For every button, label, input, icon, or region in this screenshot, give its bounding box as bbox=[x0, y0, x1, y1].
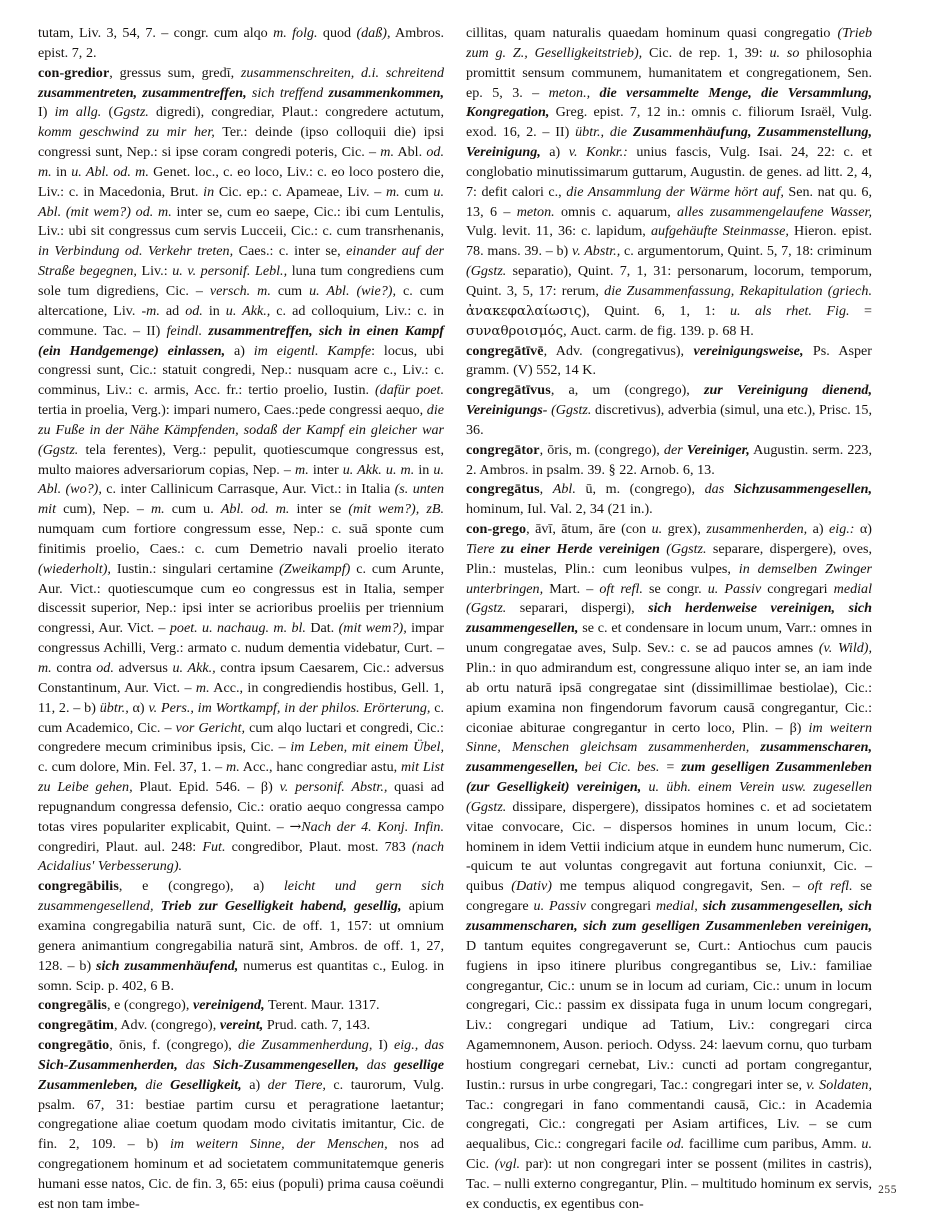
latin-citation-text: facillime cum paribus, Amm. bbox=[684, 1136, 862, 1153]
italic-gloss: oft refl. bbox=[807, 878, 853, 895]
latin-citation-text: Plaut. Epid. 546. – β) bbox=[132, 779, 280, 796]
italic-gloss: (s. unten mit bbox=[38, 481, 445, 518]
greek-text: ἀνακεφαλαίωσις bbox=[466, 303, 582, 319]
latin-citation-text: Ter.: deinde (ipso colloquii die) ipsi congressi sunt, Nep.: si ipse coram congredi poteris, Cic. – bbox=[38, 124, 444, 161]
latin-citation-text: Tac.: congregari in fano commentandi causā, Cic.: in Academia congregati, Cic.: congregati per Asiam artifices, Liv. – se cum aequalibus, Cic.: congregari facile bbox=[466, 1096, 872, 1153]
italic-gloss: m. bbox=[38, 660, 52, 676]
italic-gloss: die Ansammlung der Wärme hört auf, bbox=[566, 183, 784, 200]
arrow-icon: → bbox=[289, 818, 302, 835]
latin-citation-text: α) bbox=[128, 699, 149, 716]
latin-citation-text: discretivus), adverbia (simul, una etc.), Prisc. 15, 36. bbox=[466, 402, 873, 438]
italic-gloss: übtr., die bbox=[575, 124, 628, 141]
german-gloss-emphasis: vereint, bbox=[219, 1017, 264, 1034]
entry-headword: congregātio bbox=[38, 1037, 110, 1054]
latin-citation-text: ( bbox=[101, 104, 114, 121]
italic-gloss: in demselben Zwinger unterbringen, bbox=[466, 560, 872, 597]
italic-gloss: Tiere bbox=[466, 540, 501, 557]
latin-citation-text: Terent. Maur. 1317. bbox=[264, 997, 380, 1014]
latin-citation-text: a) bbox=[540, 144, 569, 161]
italic-gloss: (vgl. bbox=[494, 1156, 521, 1173]
latin-citation-text: I) bbox=[372, 1037, 394, 1054]
latin-citation-text: , ōnis, f. (congrego), bbox=[109, 1037, 238, 1054]
latin-citation-text: Abl. bbox=[393, 144, 427, 161]
italic-gloss: versch. m. bbox=[209, 282, 271, 299]
italic-gloss: im eigentl. Kampfe bbox=[253, 342, 372, 359]
italic-gloss: m. bbox=[146, 302, 160, 319]
entry-headword: con-gredior bbox=[38, 64, 110, 81]
italic-gloss: die bbox=[137, 1076, 171, 1093]
german-gloss-emphasis: Sich-Zusammengesellen, bbox=[212, 1056, 359, 1073]
right-column bbox=[466, 24, 873, 1212]
latin-citation-text: : locus, ubi congressi sunt, Cic.: statuit congredi, Nep.: nusquam acre c., Liv.: c. comminus, Liv.: c. armis, Acc. fr.: tertio proelio, Iustin. bbox=[38, 342, 444, 399]
german-gloss-emphasis: Vereiniger, bbox=[686, 441, 750, 458]
italic-gloss: u. bbox=[861, 1136, 872, 1153]
latin-citation-text: I) bbox=[38, 104, 55, 121]
latin-citation-text: separare, dispergere), oves, Plin.: mustelas, Plin.: cum leonibus vulpes, bbox=[466, 540, 872, 577]
italic-gloss: u. Abl. (wie?), bbox=[309, 282, 396, 299]
italic-gloss: im allg. bbox=[54, 104, 102, 121]
italic-gloss: im weitern Sinne, Menschen gleichsam zusammenherden, bbox=[466, 719, 872, 756]
italic-gloss: meton., bbox=[548, 84, 591, 101]
latin-citation-text: c. cum Academico, Cic. – bbox=[38, 699, 445, 736]
italic-gloss: (Zweikampf) bbox=[279, 560, 351, 577]
latin-citation-text: inter se, cum eo saepe, Cic.: ibi cum Lentulis, Liv.: ubi sit congressus cum servis Lucceii, Cic.: c. cum transrhenanis, bbox=[38, 203, 444, 240]
italic-gloss: in bbox=[203, 183, 215, 200]
latin-citation-text: impar congressus Achilli, Verg.: armato c. nudum dementia videbatur, Curt. – bbox=[38, 620, 444, 657]
dictionary-entry bbox=[466, 441, 872, 481]
dictionary-entry bbox=[38, 877, 444, 996]
italic-gloss: einander auf der Straße begegnen, bbox=[38, 243, 444, 280]
dictionary-entry bbox=[38, 1016, 444, 1036]
italic-gloss: die Zusammenfassung, Rekapitulation (griech. bbox=[604, 282, 872, 299]
latin-citation-text: Cic. ep.: c. Apameae, Liv. – bbox=[214, 183, 386, 200]
latin-citation-text: digredi), congrediar, Plaut.: congredere actutum, bbox=[148, 104, 445, 121]
latin-citation-text: philosophia promittit sensum communem, humanitatem et congregationem, Sen. ep. 5, 3. – bbox=[466, 44, 872, 101]
italic-gloss: (v. Wild), bbox=[818, 640, 873, 657]
latin-citation-text: tutam, Liv. 3, 54, 7. – congr. cum alqo bbox=[38, 25, 274, 41]
latin-citation-text: = bbox=[849, 302, 872, 319]
german-gloss-emphasis: gesellige Zusammenleben, bbox=[38, 1056, 445, 1093]
italic-gloss: vor Gericht, bbox=[175, 719, 246, 736]
latin-citation-text: , ōris, m. (congrego), bbox=[539, 441, 664, 458]
latin-citation-text: se c. et condensare in locum unum, Varr.: omnes in unum congregatae aves, Sulp. Sev.: c. se ad paucos amnes bbox=[466, 620, 872, 657]
german-gloss-emphasis: sich zusammengesellen, sich zusammenscharen, sich zum geselligen Zusammenleben vereinigen, bbox=[466, 898, 872, 934]
italic-gloss: (daß) bbox=[356, 25, 387, 41]
latin-citation-text: cum bbox=[270, 282, 310, 299]
entry-headword: con-grego bbox=[466, 521, 527, 538]
latin-citation-text: separatio), Quint. 7, 1, 31: personarum, locorum, temporum, Quint. 3, 5, 17: rerum, bbox=[466, 263, 872, 299]
latin-citation-text: me tempus aliquod congregavit, Sen. – bbox=[551, 878, 808, 895]
italic-gloss: Ggstz. bbox=[113, 104, 149, 121]
latin-citation-text: Iustin.: singulari certamine bbox=[110, 560, 280, 577]
italic-gloss: der Tiere, bbox=[267, 1076, 326, 1093]
entry-headword: congregālis bbox=[38, 997, 107, 1014]
latin-citation-text: separari, dispergi), bbox=[506, 600, 649, 617]
italic-gloss: das bbox=[177, 1056, 213, 1073]
latin-citation-text: , e (congrego), a) bbox=[118, 878, 284, 895]
latin-citation-text: c. inter Callinicum Carrasque, Aur. Vict.: in Italia bbox=[101, 481, 395, 498]
latin-citation-text: a) bbox=[225, 342, 254, 359]
italic-gloss: v. personif. Abstr., bbox=[279, 779, 388, 796]
latin-citation-text: se congr. bbox=[642, 580, 708, 597]
italic-gloss: (mit wem?), bbox=[338, 620, 407, 637]
german-gloss-emphasis: zusammentreffen, sich in einen Kampf (ein Handgemenge) einlassen, bbox=[38, 322, 444, 359]
italic-gloss: bei Cic. bes. = bbox=[578, 759, 682, 776]
german-gloss-emphasis: sich herdenweise vereinigen, sich zusammengesellen, bbox=[466, 600, 872, 637]
latin-citation-text: unius fascis, Vulg. Isai. 24, 22: c. et conglobatio minutissimarum guttarum, Augustin. de genes. ad litt. 2, 4, 7: defit calori c., bbox=[466, 144, 873, 200]
latin-citation-text: Cic. bbox=[466, 1156, 495, 1173]
latin-citation-text: Hieron. epist. 78. mans. 39. – b) bbox=[466, 223, 872, 260]
latin-citation-text: quod bbox=[317, 25, 357, 41]
entry-headword: congregātor bbox=[466, 441, 540, 458]
italic-gloss: übtr., bbox=[99, 699, 129, 716]
italic-gloss: zusammenherden, bbox=[706, 521, 808, 538]
latin-citation-text: , Adv. (congrego), bbox=[114, 1017, 220, 1034]
latin-citation-text: inter se bbox=[289, 501, 349, 518]
italic-gloss: u. als rhet. Fig. bbox=[729, 302, 850, 319]
german-gloss-emphasis: die versammelte Menge, die Versammlung, Kongregation, bbox=[466, 84, 873, 121]
entry-headword: congregābilis bbox=[38, 878, 119, 895]
italic-gloss: der bbox=[663, 441, 687, 458]
italic-gloss: od. bbox=[666, 1136, 685, 1153]
latin-citation-text: cum), Nep. – bbox=[56, 501, 151, 518]
italic-gloss: das bbox=[704, 481, 734, 498]
italic-gloss: u. übh. einem Verein usw. zugesellen (Ggstz. bbox=[466, 779, 872, 815]
latin-citation-text: c. cum altercatione, Liv. - bbox=[38, 282, 444, 319]
italic-gloss: Fut. bbox=[202, 838, 226, 855]
italic-gloss: alles zusammengelaufene Wasser, bbox=[677, 203, 872, 220]
greek-text: συναθροισμός bbox=[466, 323, 564, 339]
italic-gloss: das bbox=[358, 1056, 394, 1073]
italic-gloss: u. Abl. (mit wem?) od. m. bbox=[38, 183, 444, 220]
italic-gloss: meton. bbox=[516, 203, 555, 220]
left-column bbox=[38, 24, 445, 1212]
latin-citation-text: grex), bbox=[662, 521, 707, 538]
german-gloss-emphasis: zur Vereinigung dienend, Vereinigungs- bbox=[466, 382, 872, 419]
entry-continuation bbox=[38, 24, 444, 64]
german-gloss-emphasis: vereinigend, bbox=[192, 997, 265, 1014]
latin-citation-text: c. argumentorum, Quint. 5, 7, 18: criminum bbox=[620, 243, 872, 260]
entry-continuation bbox=[466, 24, 872, 342]
italic-gloss: komm geschwind zu mir her, bbox=[38, 124, 215, 141]
italic-gloss: (Trieb zum g. Z., Geselligkeitstrieb), bbox=[466, 25, 872, 61]
latin-citation-text: omnis c. aquarum, bbox=[554, 203, 678, 220]
italic-gloss: u. Passiv bbox=[533, 898, 586, 915]
latin-citation-text: luna tum congrediens cum sole tum digrediens, Cic. – bbox=[38, 263, 445, 299]
latin-citation-text: c. cum Arunte, Aur. Vict.: quotiescumque cum eo congressus est in Italia, semper discessit superior, Nep.: ipsi inter se acrioribus proeliis per triennium congressi, Aur. Vict. – bbox=[38, 560, 444, 637]
latin-citation-text: congregari bbox=[761, 580, 834, 597]
latin-citation-text: in bbox=[414, 461, 434, 478]
latin-citation-text: c. taurorum, Vulg. psalm. 67, 31: bestiae partim cursu et peragratione laetantur; congregatione aliae coetum quodam modo civitatis imitantur, Cic. de fin. 2, 109. – b) bbox=[38, 1076, 444, 1153]
italic-gloss: (Ggstz. bbox=[547, 402, 592, 419]
latin-citation-text: ), Quint. 6, 1, 1: bbox=[581, 302, 730, 319]
italic-gloss: medial, bbox=[655, 898, 698, 915]
italic-gloss: v. Pers., im Wortkampf, in der philos. Erörterung, bbox=[148, 699, 431, 716]
italic-gloss: m. folg. bbox=[273, 25, 318, 41]
italic-gloss: Abl. bbox=[552, 481, 576, 498]
latin-citation-text: ū, m. (congrego), bbox=[575, 481, 705, 498]
italic-gloss: u. so bbox=[769, 44, 800, 61]
italic-gloss: v. Soldaten, bbox=[806, 1076, 872, 1093]
italic-gloss: die zu Fuße in der Nähe Kämpfenden, sodaß der Kampf ein gleicher war (Ggstz. bbox=[38, 402, 444, 458]
italic-gloss: die Zusammenherdung, bbox=[237, 1037, 373, 1054]
latin-citation-text: in bbox=[51, 163, 72, 180]
latin-citation-text: a) bbox=[807, 521, 830, 538]
latin-citation-text: contra bbox=[51, 660, 97, 676]
latin-citation-text: Augustin. serm. 223, 2. Ambros. in psalm. 39. § 22. Arnob. 6, 13. bbox=[466, 441, 872, 478]
latin-citation-text: Ps. Asper gramm. (V) 552, 14 K. bbox=[466, 342, 872, 379]
latin-citation-text: inter bbox=[308, 461, 343, 478]
italic-gloss: m. bbox=[195, 679, 210, 696]
italic-gloss: v. Konkr.: bbox=[568, 144, 628, 161]
latin-citation-text: Caes.: c. inter se, bbox=[233, 243, 347, 260]
latin-citation-text: Sen. nat qu. 6, 13, 6 – bbox=[466, 183, 873, 220]
italic-gloss: u. Abl. (wo?), bbox=[38, 461, 444, 498]
latin-citation-text: Greg. epist. 7, 12 in.: omnis c. filiorum Israël, Vulg. exod. 16, 2. – II) bbox=[466, 104, 872, 141]
dictionary-entry bbox=[466, 480, 872, 520]
latin-citation-text: Cic. de rep. 1, 39: bbox=[642, 44, 770, 61]
latin-citation-text: Acc., hanc congrediar astu, bbox=[239, 759, 401, 776]
italic-gloss: (wiederholt), bbox=[38, 560, 111, 577]
italic-gloss: od. m. bbox=[38, 144, 444, 180]
latin-citation-text: D tantum equites congregaverunt se, Curt.: Antiochus cum paucis fugiens in ipso itinere pluribus congregantibus se, Liv.: familiae congregantur, Cic.: unum se in locum ad curiam, Cic.: unum in locum congregari, Cic.: passim ex dissipata fuga in unum locum congregari, Liv.: congregari undique ad Tatium, Liv.: congregari circa Agamemnonem, Auson. perioch. Odyss. 24: laevum cornu, quo turbam hostium congregari cernebat, Liv.: cuncti ad portam congregantur, Iustin.: rursus in urbe congregari, Tac.: congregari inter se, bbox=[466, 937, 872, 1093]
latin-citation-text: α) bbox=[854, 521, 872, 538]
latin-citation-text: cillitas, quam naturalis quaedam hominum quasi congregatio bbox=[466, 25, 838, 41]
latin-citation-text: tertia in proelia, Verg.): impari numero, Caes.:pede congressi aequo, bbox=[38, 402, 427, 419]
latin-citation-text: numquam cum fortiore congressum esse, Nep.: c. suā sponte cum finitimis proelio, Caes.: c. cum Demetrio navali proelio iterato bbox=[38, 521, 444, 557]
entry-headword: congregātīvus bbox=[466, 382, 551, 399]
dictionary-entry bbox=[38, 64, 444, 878]
italic-gloss: u. bbox=[651, 521, 663, 538]
italic-gloss: u. Passiv bbox=[707, 580, 762, 597]
latin-citation-text: congrediri, Plaut. aul. 248: bbox=[38, 838, 203, 855]
german-gloss-emphasis: Trieb zur Geselligkeit habend, gesellig, bbox=[153, 898, 402, 915]
italic-gloss: (nach Acidalius' Verbesserung). bbox=[38, 838, 444, 875]
german-gloss-emphasis: sich zusammenhäufend, bbox=[96, 957, 239, 974]
latin-citation-text: se congregare bbox=[466, 878, 872, 915]
latin-citation-text: , gressus sum, gredī, bbox=[109, 64, 241, 81]
italic-gloss: od. bbox=[185, 302, 203, 319]
latin-citation-text: in bbox=[202, 302, 226, 319]
german-gloss-emphasis: zusammentreten, zusammentreffen, bbox=[38, 84, 247, 101]
italic-gloss: oft refl. bbox=[599, 580, 643, 597]
italic-gloss: eig.: bbox=[829, 521, 855, 538]
italic-gloss: u. Akk., bbox=[172, 660, 216, 676]
german-gloss-emphasis: Sichzusammengesellen, bbox=[733, 481, 872, 498]
latin-citation-text: Vulg. levit. 11, 36: c. lapidum, bbox=[466, 223, 651, 240]
italic-gloss: (dafür poet. bbox=[374, 382, 444, 399]
latin-citation-text: , Auct. carm. de fig. 139. p. 68 H. bbox=[563, 322, 754, 339]
italic-gloss: im weitern Sinne, der Menschen, bbox=[169, 1136, 388, 1153]
italic-gloss: im Leben, mit einem Übel, bbox=[290, 739, 444, 756]
german-gloss-emphasis: zu einer Herde vereinigen bbox=[500, 540, 660, 557]
page-number: 255 bbox=[878, 1184, 897, 1196]
italic-gloss: poet. u. nachaug. m. bl. bbox=[169, 620, 306, 637]
latin-citation-text: nos ad congregationem hominum et ad societatem communitatemque generis humani esse natos, Cic. de fin. 3, 65: eius (populi) prima causa coëundi est non tam imbe- bbox=[38, 1136, 444, 1212]
latin-citation-text: , e (congrego), bbox=[106, 997, 193, 1014]
german-gloss-emphasis: Sich-Zusammenherden, bbox=[38, 1056, 178, 1073]
italic-gloss: m. bbox=[386, 183, 400, 200]
latin-citation-text: Mart. – bbox=[543, 580, 600, 597]
latin-citation-text: par): ut non congregari inter se possent (milites in castris), Tac. – nulli externo congregantur, Plin. – multitudo hominum ex servis, ex conductis, ex egentibus con- bbox=[466, 1156, 873, 1212]
italic-gloss: u. Akk., bbox=[225, 302, 271, 319]
latin-citation-text: congregari bbox=[585, 898, 656, 915]
latin-citation-text: , Adv. (congregativus), bbox=[543, 342, 694, 359]
latin-citation-text: cum u. bbox=[164, 501, 221, 518]
italic-gloss: aufgehäufte Steinmasse, bbox=[651, 223, 789, 240]
italic-gloss: m. bbox=[226, 759, 240, 776]
dictionary-entry bbox=[466, 520, 872, 1215]
italic-gloss: (mit wem?), zB. bbox=[348, 501, 444, 518]
latin-citation-text: Genet. loc., c. eo loco, Liv.: c. eo loco postero die, Liv.: c. in Macedonia, Brut. bbox=[38, 163, 444, 200]
entry-headword: congregātīvē bbox=[466, 342, 544, 359]
latin-citation-text: cum alqo luctari et congredi, Cic.: congredere mecum criminibus ipsis, Cic. – bbox=[38, 719, 444, 756]
dictionary-entry bbox=[466, 342, 872, 382]
latin-citation-text: c. cum dolore, Min. Fel. 37, 1. – bbox=[38, 759, 227, 776]
latin-citation-text: Liv.: bbox=[136, 263, 173, 280]
italic-gloss: mit List zu Leibe gehen, bbox=[38, 759, 444, 796]
italic-gloss: (Ggstz. bbox=[659, 540, 707, 557]
entry-headword: congregātus bbox=[466, 481, 540, 498]
italic-gloss: u. v. personif. Lebl., bbox=[172, 263, 288, 280]
dictionary-entry bbox=[38, 996, 444, 1016]
italic-gloss: u. Akk. u. m. bbox=[342, 461, 415, 478]
italic-gloss: od. bbox=[96, 660, 114, 676]
latin-citation-text: Dat. bbox=[305, 620, 339, 637]
italic-gloss: (Dativ) bbox=[511, 878, 552, 895]
latin-citation-text: Acc., in congrediendis hostibus, Gell. 1, 11, 2. – b) bbox=[38, 679, 444, 716]
latin-citation-text: dissipare, dispergere), dissipatos homines c. et ad societatem vitae convocare, Cic. – dispersos homines in unum locum, Cic.: hominem in idem Vettii indicium atque in eundem hunc numerum, Cic. -quicum te aut voluntas congregavit aut fortuna coniunxit, Cic. – quibus bbox=[466, 798, 872, 895]
latin-citation-text: tela ferentes), Verg.: pepulit, quotiescumque congressus est, multo maiores adversariorum copias, Nep. – bbox=[38, 441, 444, 478]
latin-citation-text: apium examina congregabilia naturā sunt, Cic. de off. 1, 157: ut omnium genera animantium congregabilia naturā sint, Ambros. de off. 1, 27, 128. – b) bbox=[38, 898, 444, 974]
italic-gloss: eig., das bbox=[394, 1037, 444, 1054]
german-gloss-emphasis: zusammenkommen, bbox=[328, 84, 444, 101]
latin-citation-text: , āvī, ātum, āre (con bbox=[526, 521, 652, 538]
latin-citation-text: c. ad colloquium, Liv.: c. in commune. Tac. – II) bbox=[38, 302, 444, 339]
german-gloss-emphasis: Geselligkeit, bbox=[170, 1076, 242, 1093]
italic-gloss: zusammenschreiten, d.i. schreitend bbox=[240, 64, 445, 81]
italic-gloss: leicht und gern sich zusammengesellend, bbox=[38, 878, 444, 915]
italic-gloss: m. bbox=[380, 144, 394, 161]
latin-citation-text: , a, um (congrego), bbox=[550, 382, 704, 399]
italic-gloss: m. bbox=[150, 501, 165, 518]
italic-gloss: medial (Ggstz. bbox=[466, 580, 872, 617]
italic-gloss: in Verbindung od. Verkehr treten, bbox=[38, 243, 234, 260]
italic-gloss: feindl. bbox=[166, 322, 203, 339]
latin-citation-text: a) bbox=[241, 1076, 268, 1093]
latin-citation-text: numerus est quantitas c., Eulog. in somn. Scip. p. 402, 6 B. bbox=[38, 957, 444, 994]
italic-gloss: Nach der 4. Konj. Infin. bbox=[301, 818, 444, 835]
german-gloss-emphasis: Zusammenhäufung, Zusammenstellung, Vereinigung, bbox=[466, 124, 872, 161]
german-gloss-emphasis: zum geselligen Zusammenleben (zur Geselligkeit) vereinigen, bbox=[466, 759, 872, 796]
latin-citation-text: contra ipsum Caesarem, Cic.: adversus Constantinum, Aur. Vict. – bbox=[38, 660, 445, 696]
german-gloss-emphasis: vereinigungsweise, bbox=[693, 342, 804, 359]
latin-citation-text: Prud. cath. 7, 143. bbox=[263, 1017, 371, 1034]
italic-gloss: u. Abl. od. m. bbox=[71, 163, 149, 180]
italic-gloss: (Ggstz. bbox=[466, 263, 507, 280]
dictionary-entry bbox=[466, 381, 872, 441]
german-gloss-emphasis: zusammenscharen, zusammengesellen, bbox=[466, 739, 872, 776]
italic-gloss: sich treffend bbox=[246, 84, 329, 101]
entry-headword: congregātim bbox=[38, 1017, 114, 1034]
italic-gloss: m. bbox=[295, 461, 309, 478]
italic-gloss: Abl. od. m. bbox=[220, 501, 290, 518]
latin-citation-text: congredibor, Plaut. most. 783 bbox=[225, 838, 412, 855]
latin-citation-text: adversus bbox=[113, 660, 173, 676]
latin-citation-text: cum bbox=[399, 183, 434, 200]
dictionary-entry bbox=[38, 1036, 444, 1215]
italic-gloss: v. Abstr., bbox=[571, 243, 621, 260]
latin-citation-text: hominum, Iul. Val. 2, 34 (21 in.). bbox=[466, 501, 653, 518]
latin-citation-text: ad bbox=[159, 302, 186, 319]
latin-citation-text: , Ambros. epist. 7, 2. bbox=[38, 25, 444, 61]
latin-citation-text: quasi ad repugnandum congressa defensio, Cic.: oratio aequo congressa campo totas vires populariter explicabit, Quint. – bbox=[38, 779, 445, 835]
latin-citation-text: Plin.: in quo admirandum est, congressune aliquo inter se, an iam inde ab ortu naturā ipsā congregatae sint (dissimillimae bestiolae), Cic.: apium examina non fingendorum favorum causā congregantur, Cic.: ciconiae abiturae congregantur in certo loco, Plin. – β) bbox=[466, 660, 872, 736]
latin-citation-text: , bbox=[539, 481, 553, 498]
